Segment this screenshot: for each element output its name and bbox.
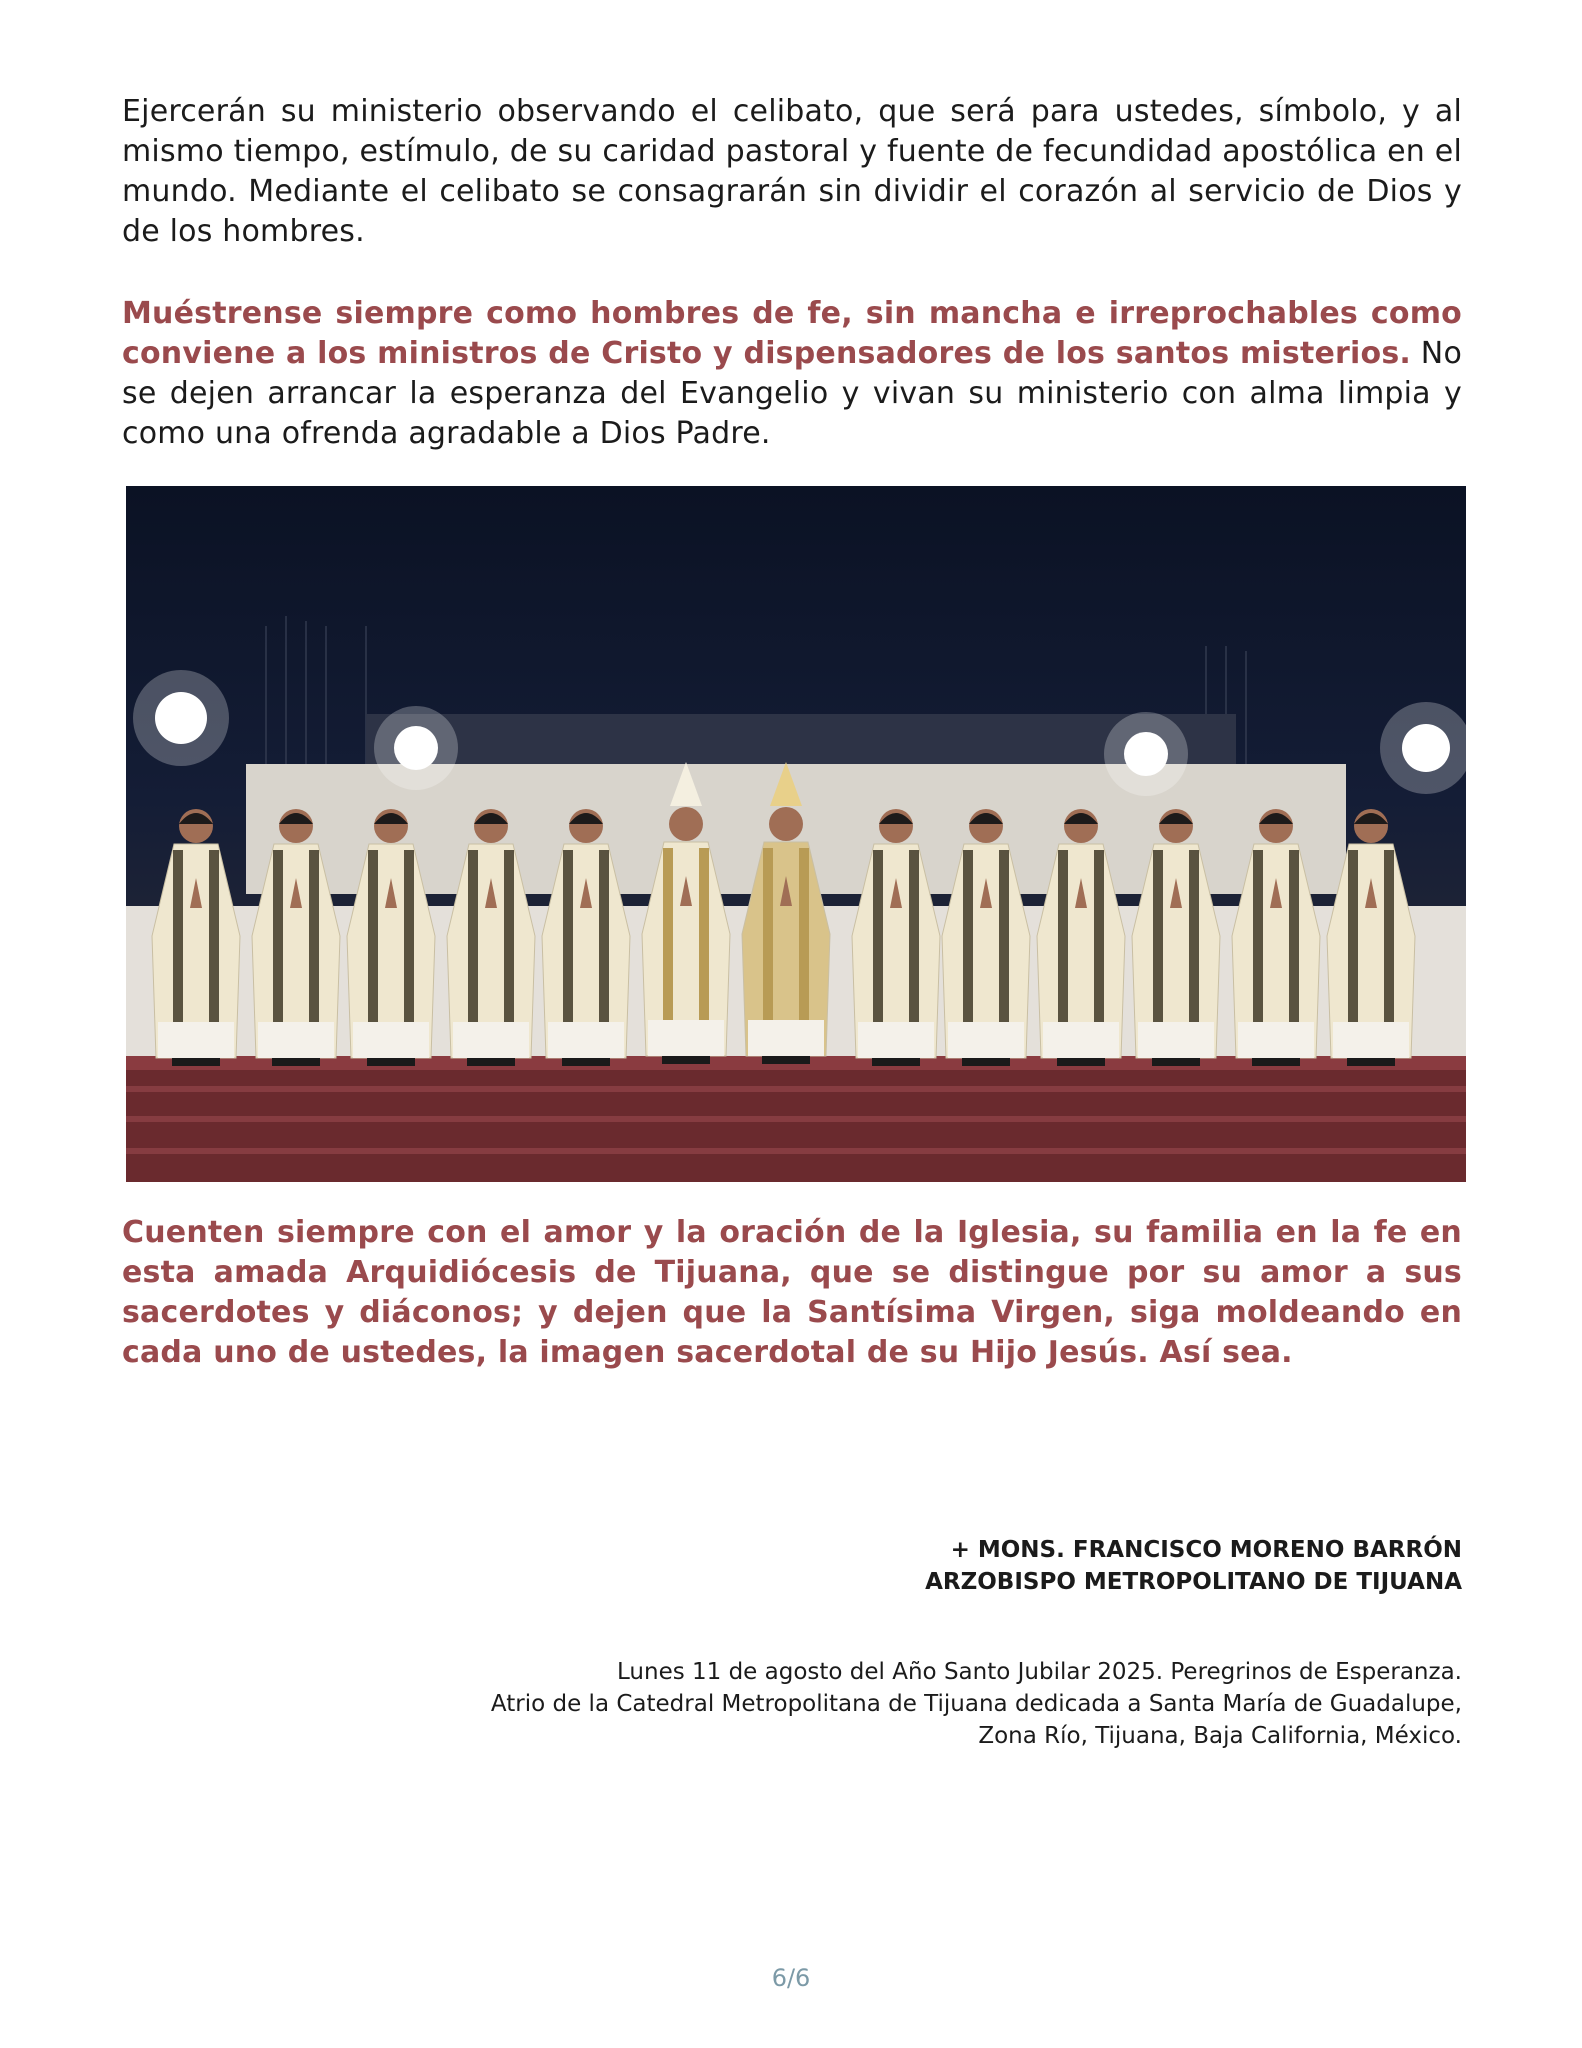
paragraph-celibacy: Ejercerán su ministerio observando el celibato, que será para ustedes, símbolo, y al mismo tiempo, estímulo, de su caridad pastoral y fuente de fecundidad apostólica en el mundo. Mediante el celibato se consagrarán sin dividir el corazón al servicio de Dios y de los hombres. (122, 94, 1462, 249)
page-number: 6/6 (771, 1964, 811, 1992)
paragraph-faith (122, 294, 1462, 454)
paragraph-text: No se dejen arrancar la esperanza del Evangelio y vivan su ministerio con alma limpia y como una ofrenda agradable a Dios Padre. (122, 336, 1462, 451)
place-date-block (262, 1656, 1462, 1752)
place-line-2: Atrio de la Catedral Metropolitana de Tijuana dedicada a Santa María de Guadalupe, (490, 1691, 1462, 1717)
signature-title: ARZOBISPO METROPOLITANO DE TIJUANA (925, 1569, 1462, 1595)
paragraph-blessing (122, 1213, 1462, 1373)
place-line-3: Zona Río, Tijuana, Baja California, México. (978, 1723, 1462, 1749)
emphasis-text: Cuenten siempre con el amor y la oración de la Iglesia, su familia en la fe en esta amada Arquidiócesis de Tijuana, que se distingue por su amor a sus sacerdotes y diáconos; y dejen que la Santísima Virgen, siga moldeando en cada uno de ustedes, la imagen sacerdotal de su Hijo Jesús. Así sea. (122, 1215, 1462, 1370)
place-line-1: Lunes 11 de agosto del Año Santo Jubilar 2025. Peregrinos de Esperanza. (617, 1659, 1462, 1685)
photo-illustration (126, 486, 1466, 1182)
emphasis-text: Muéstrense siempre como hombres de fe, sin mancha e irreprochables como conviene a los ministros de Cristo y dispensadores de los santos misterios. (122, 296, 1462, 371)
ordination-photo (126, 486, 1466, 1182)
signature-block (562, 1534, 1462, 1598)
signature-name: + MONS. FRANCISCO MORENO BARRÓN (950, 1537, 1462, 1563)
clergy-figure (152, 809, 240, 1066)
